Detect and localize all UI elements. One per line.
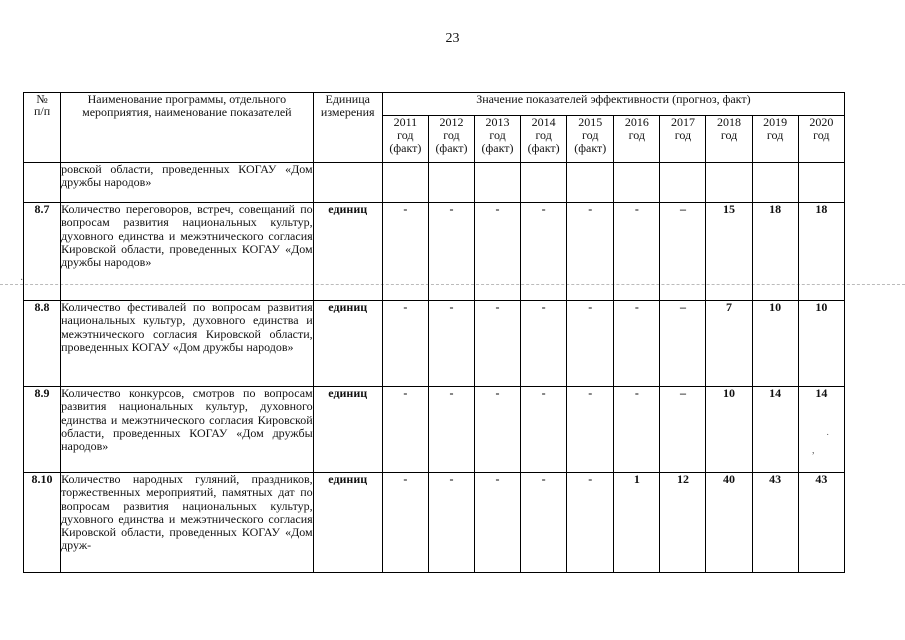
header-year-4 [567,116,614,163]
value-cell: 14 [752,387,798,473]
header-unit-line-2: измерения [320,105,375,119]
value-cell: – [660,203,706,301]
header-year-line: год [813,128,830,142]
indicator-name: Количество конкурсов, смотров по вопросам развития национальных культур, духовного единства и межэтнического согласия Кировской области, проведенных КОГАУ «Дом дружбы народов» [61,387,314,473]
header-year-line: 2014 [531,115,556,129]
scan-speck: , [812,445,815,456]
scan-speck: ˙ [826,433,830,444]
header-name-line-2: мероприятия, наименование показателей [82,105,292,119]
header-year-3 [521,116,567,163]
header-year-line: 2019 [763,115,788,129]
header-name-line-1: Наименование программы, отдельного [87,92,287,106]
value-cell: - [521,473,567,573]
header-row-1 [24,93,845,116]
value-cell [706,163,752,203]
value-cell: - [521,301,567,387]
value-cell: - [382,301,428,387]
value-cell: – [660,387,706,473]
indicators-table [23,92,845,573]
header-unit-line-1: Единица [325,92,370,106]
header-year-5 [614,116,660,163]
header-year-line: (факт) [435,141,468,155]
value-cell: - [567,473,614,573]
value-cell: - [567,387,614,473]
table-row [24,163,845,203]
header-group: Значение показателей эффективности (прогноз, факт) [382,93,844,116]
value-cell: - [475,203,521,301]
value-cell: - [614,203,660,301]
value-cell: - [382,203,428,301]
row-number: 8.9 [24,387,61,473]
table-row [24,301,845,387]
header-year-line: 2020 [809,115,834,129]
value-cell: - [475,387,521,473]
row-number [24,163,61,203]
header-year-7 [706,116,752,163]
value-cell: 10 [798,301,844,387]
value-cell: - [382,473,428,573]
value-cell [382,163,428,203]
header-year-line: год [720,128,738,142]
header-year-line: год [535,128,552,142]
table-row [24,203,845,301]
value-cell: - [567,203,614,301]
value-cell: 1 [614,473,660,573]
indicator-name: Количество переговоров, встреч, совещаний по вопросам развития национальных культур, духовного единства и межэтнического согласия Кировской области, проведенных КОГАУ «Дом дружбы народов» [61,203,314,301]
value-cell: - [614,301,660,387]
header-year-1 [428,116,474,163]
page-number: 23 [445,31,460,46]
indicator-name: Количество фестивалей по вопросам развития национальных культур, духовного единства и межэтнического согласия Кировской области, проведенных КОГАУ «Дом дружбы народов» [61,301,314,387]
unit-cell [313,163,382,203]
header-num-line-1: № [36,92,48,106]
value-cell: - [475,301,521,387]
row-number: 8.7 [24,203,61,301]
value-cell [614,163,660,203]
header-year-2 [475,116,521,163]
table-row [24,387,845,473]
scan-speck: · [20,275,24,286]
header-year-line: год [582,128,599,142]
value-cell [798,163,844,203]
value-cell: 15 [706,203,752,301]
header-year-line: (факт) [574,141,607,155]
value-cell: - [567,301,614,387]
header-year-line: 2016 [624,115,649,129]
value-cell: - [521,203,567,301]
header-year-line: год [489,128,506,142]
value-cell: - [428,387,474,473]
value-cell [428,163,474,203]
value-cell: 10 [706,387,752,473]
header-unit [313,93,382,163]
value-cell: – [660,301,706,387]
indicator-name: ровской области, проведенных КОГАУ «Дом дружбы народов» [61,163,314,203]
value-cell: - [382,387,428,473]
row-number: 8.10 [24,473,61,573]
header-year-8 [752,116,798,163]
value-cell [475,163,521,203]
value-cell: 18 [798,203,844,301]
indicator-name: Количество народных гуляний, праздников, торжественных мероприятий, памятных дат по вопросам развития национальных культур, духовного единства и межэтнического согласия Кировской области, проведенных КОГАУ «Дом друж- [61,473,314,573]
value-cell: 10 [752,301,798,387]
value-cell: - [614,387,660,473]
value-cell [567,163,614,203]
header-year-line: (факт) [527,141,560,155]
value-cell: - [475,473,521,573]
value-cell [752,163,798,203]
header-year-line: год [674,128,692,142]
header-year-line: 2018 [717,115,742,129]
header-year-9 [798,116,844,163]
table-row [24,473,845,573]
header-year-line: год [443,128,460,142]
header-year-line: год [628,128,646,142]
value-cell [660,163,706,203]
unit-cell: единиц [313,301,382,387]
header-year-6 [660,116,706,163]
value-cell: 18 [752,203,798,301]
value-cell [521,163,567,203]
header-year-line: (факт) [389,141,422,155]
value-cell: 12 [660,473,706,573]
header-year-line: 2011 [393,115,418,129]
header-year-line: 2017 [670,115,695,129]
value-cell: 43 [798,473,844,573]
value-cell: - [428,301,474,387]
header-name [61,93,314,163]
header-num [24,93,61,163]
header-year-line: 2012 [439,115,464,129]
unit-cell: единиц [313,387,382,473]
value-cell: 7 [706,301,752,387]
value-cell: - [521,387,567,473]
header-year-line: (факт) [481,141,514,155]
value-cell: 40 [706,473,752,573]
header-year-line: 2013 [485,115,510,129]
header-num-line-2: п/п [33,104,51,118]
header-year-line: год [766,128,784,142]
unit-cell: единиц [313,203,382,301]
header-year-line: 2015 [578,115,603,129]
value-cell: - [428,203,474,301]
header-year-line: год [397,128,414,142]
unit-cell: единиц [313,473,382,573]
value-cell: - [428,473,474,573]
row-number: 8.8 [24,301,61,387]
value-cell: 14 [798,387,844,473]
header-year-0 [382,116,428,163]
value-cell: 43 [752,473,798,573]
